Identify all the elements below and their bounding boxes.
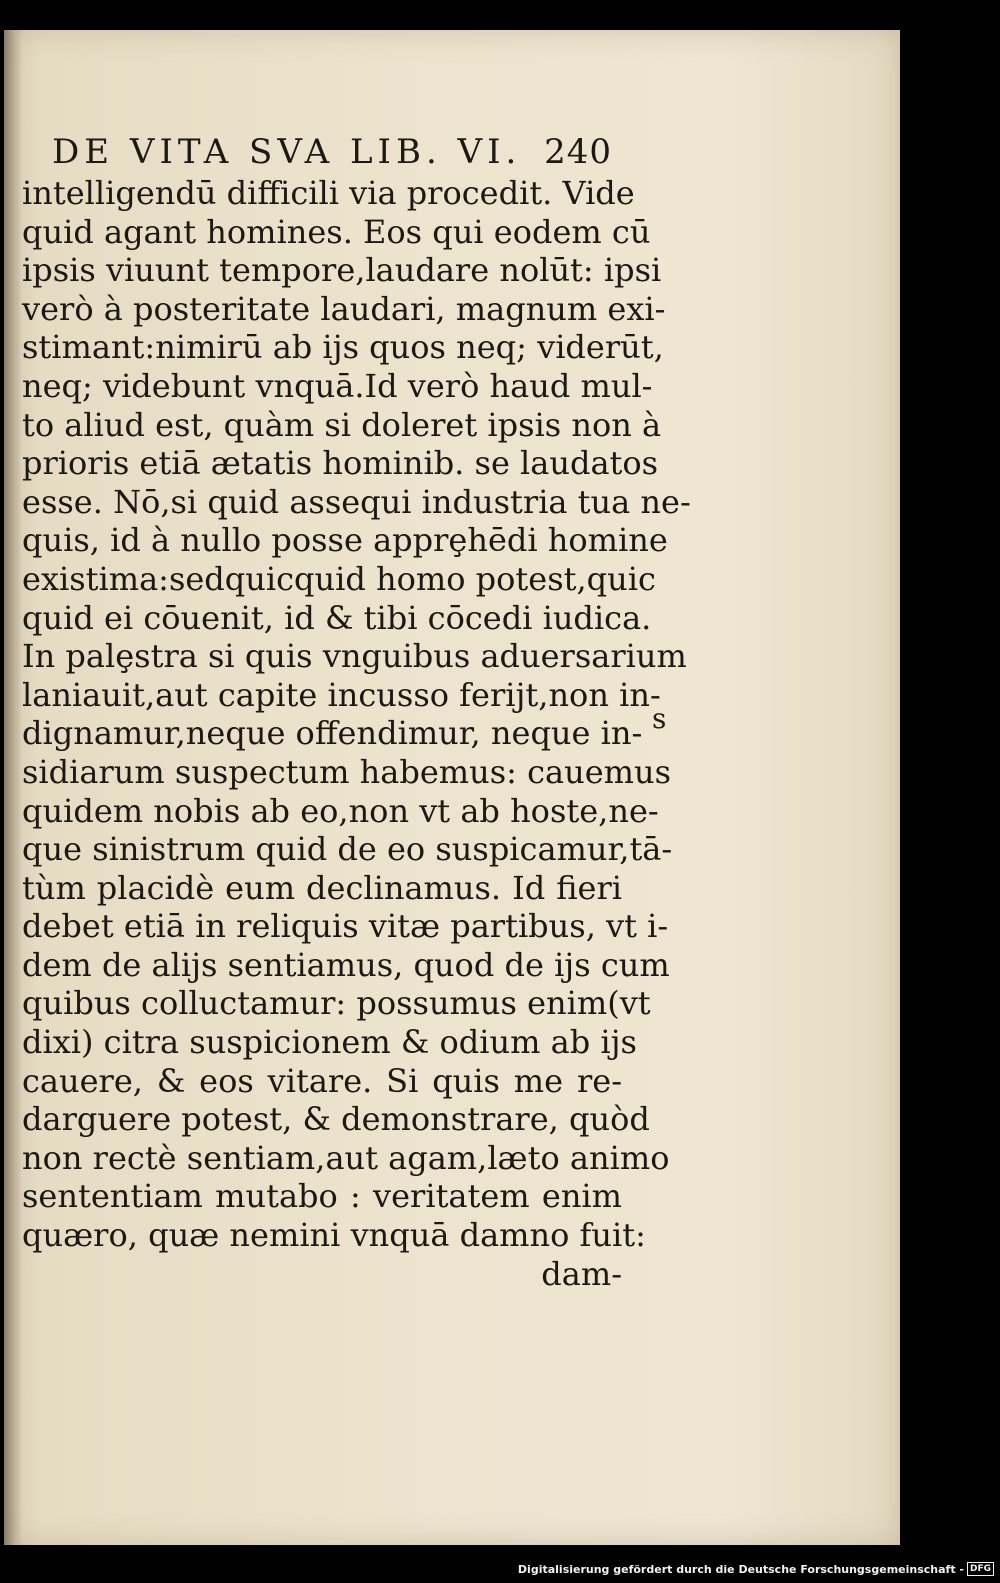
running-header [52, 132, 612, 172]
text-line: sententiam mutabo : veritatem enim [22, 1177, 622, 1216]
text-line: dem de alijs sentiamus, quod de ijs cum [22, 945, 670, 984]
text-line: to aliud est, quàm si doleret ipsis non à [22, 405, 662, 444]
text-line: verò à posteritate laudari, magnum exi- [22, 289, 666, 328]
text-line: stimant:nimirū ab ijs quos neq; viderūt, [22, 328, 664, 367]
catchword: dam- [541, 1254, 622, 1293]
credit-text: Digitalisierung gefördert durch die Deutsche Forschungsgemeinschaft - [517, 1562, 964, 1576]
running-title: DE VITA SVA LIB. VI. [52, 132, 522, 172]
text-line: sidiarum suspectum habemus: cauemus [22, 752, 672, 791]
text-line: In palȩstra si quis vnguibus aduersarium [22, 637, 687, 676]
text-line: dignamur,neque offendimur, neque in- [22, 714, 643, 753]
text-line: laniauit,aut capite incusso ferijt,non in- [22, 675, 661, 714]
text-line: esse. Nō,si quid assequi industria tua ne- [22, 482, 691, 521]
text-line: prioris etiā ætatis hominib. se laudatos [22, 444, 659, 483]
text-line: quidem nobis ab eo,non vt ab hoste,ne- [22, 791, 659, 830]
text-line: quæro, quæ nemini vnquā damno fuit: [22, 1216, 646, 1255]
folio-number: 240 [544, 132, 612, 172]
text-line: cauere, & eos vitare. Si quis me re- [22, 1061, 622, 1100]
text-line: debet etiā in reliquis vitæ partibus, vt i- [22, 907, 669, 946]
text-line: ipsis viuunt tempore,laudare nolūt: ipsi [22, 251, 662, 290]
text-line: existima:sedquicquid homo potest,quic [22, 559, 656, 598]
text-line: dixi) citra suspicionem & odium ab ijs [22, 1023, 637, 1062]
text-line: neq; videbunt vnquā.Id verò haud mul- [22, 366, 653, 405]
text-line: quibus colluctamur: possumus enim(vt [22, 984, 651, 1023]
text-line: quid agant homines. Eos qui eodem cū [22, 212, 651, 251]
dfg-logo-icon: DFG [967, 1562, 994, 1576]
text-line: darguere potest, & demonstrare, quòd [22, 1100, 650, 1139]
body-text [22, 174, 691, 1293]
book-page [4, 30, 900, 1545]
text-line: non rectè sentiam,aut agam,læto animo [22, 1138, 670, 1177]
margin-mark: s [652, 702, 667, 735]
text-line: quis, id à nullo posse apprȩhēdi homine [22, 521, 668, 560]
text-line: tùm placidè eum declinamus. Id fieri [22, 868, 622, 907]
text-line: que sinistrum quid de eo suspicamur,tā- [22, 830, 673, 869]
text-line: intelligendū difficili via procedit. Vide [22, 174, 635, 212]
page-gutter [4, 30, 22, 1545]
digitization-credit [518, 1559, 994, 1579]
text-line: quid ei cōuenit, id & tibi cōcedi iudica. [22, 598, 652, 637]
